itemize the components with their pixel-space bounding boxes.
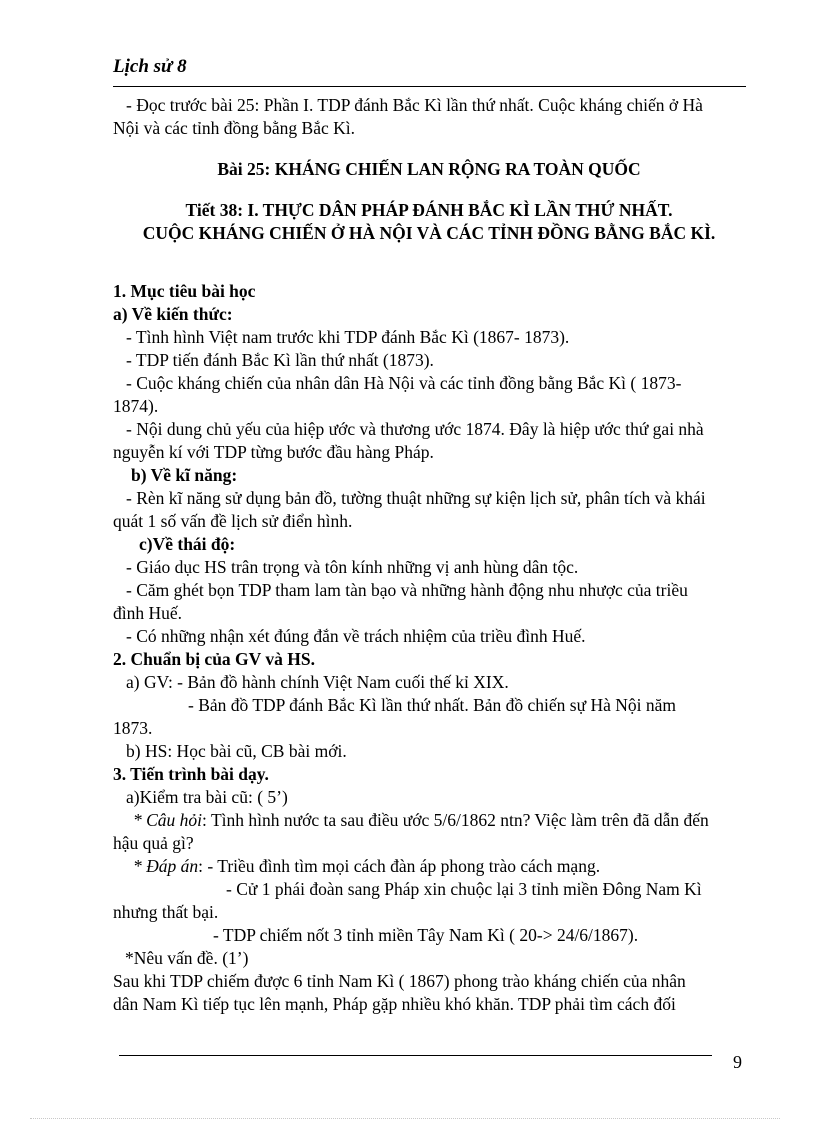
page-header-title: Lịch sử 8 bbox=[113, 56, 187, 77]
section1b-heading: b) Về kĩ năng: bbox=[131, 465, 238, 485]
answer-text: : - Triều đình tìm mọi cách đàn áp phong trào cách mạng. bbox=[198, 856, 601, 876]
question-label: * Câu hỏi bbox=[133, 810, 203, 830]
footer-divider bbox=[119, 1055, 712, 1056]
section1a-item: nguyễn kí với TDP từng bước đầu hàng Pháp. bbox=[113, 442, 434, 462]
answer-label: * Đáp án bbox=[133, 856, 199, 876]
lesson-subtitle-2: CUỘC KHÁNG CHIẾN Ở HÀ NỘI VÀ CÁC TỈNH ĐỒNG BẰNG BẮC KÌ. bbox=[142, 223, 716, 243]
intro-line-2: Nội và các tỉnh đồng bằng Bắc Kì. bbox=[113, 118, 356, 138]
page-bottom-dotted-line bbox=[30, 1118, 780, 1119]
question-line-2: hậu quả gì? bbox=[113, 833, 194, 853]
paragraph-line-1: Sau khi TDP chiếm được 6 tỉnh Nam Kì ( 1867) phong trào kháng chiến của nhân bbox=[113, 971, 686, 991]
section1c-item: đình Huế. bbox=[113, 603, 183, 623]
section1a-item: 1874). bbox=[113, 396, 159, 416]
section1c-item: - Giáo dục HS trân trọng và tôn kính những vị anh hùng dân tộc. bbox=[126, 557, 579, 577]
intro-line-1: - Đọc trước bài 25: Phần I. TDP đánh Bắc Kì lần thứ nhất. Cuộc kháng chiến ở Hà bbox=[126, 95, 703, 115]
question-line bbox=[113, 809, 745, 832]
header-divider bbox=[113, 86, 746, 87]
answer-item-2: - Cử 1 phái đoàn sang Pháp xin chuộc lại 3 tỉnh miền Đông Nam Kì bbox=[226, 879, 702, 899]
section3a-heading: a)Kiểm tra bài cũ: ( 5’) bbox=[126, 787, 288, 807]
section1a-item: - Tình hình Việt nam trước khi TDP đánh Bắc Kì (1867- 1873). bbox=[126, 327, 570, 347]
section2-gv-2: - Bản đồ TDP đánh Bắc Kì lần thứ nhất. Bản đồ chiến sự Hà Nội năm bbox=[188, 695, 676, 715]
section2-gv-3: 1873. bbox=[113, 718, 153, 738]
answer-line bbox=[113, 855, 745, 878]
lesson-subtitle-1: Tiết 38: I. THỰC DÂN PHÁP ĐÁNH BẮC KÌ LẦN THỨ NHẤT. bbox=[185, 200, 673, 220]
section1b-item: - Rèn kĩ năng sử dụng bản đồ, tường thuật những sự kiện lịch sử, phân tích và khái bbox=[126, 488, 706, 508]
section2-heading: 2. Chuẩn bị của GV và HS. bbox=[113, 649, 315, 669]
section1a-item: - TDP tiến đánh Bắc Kì lần thứ nhất (1873). bbox=[126, 350, 434, 370]
paragraph-line-2: dân Nam Kì tiếp tục lên mạnh, Pháp gặp nhiều khó khăn. TDP phải tìm cách đối bbox=[113, 994, 676, 1014]
section3-heading: 3. Tiến trình bài dạy. bbox=[113, 764, 269, 784]
section2-hs: b) HS: Học bài cũ, CB bài mới. bbox=[126, 741, 347, 761]
section1a-heading: a) Về kiến thức: bbox=[113, 304, 233, 324]
problem-statement: *Nêu vấn đề. (1’) bbox=[125, 948, 249, 968]
section1-heading: 1. Mục tiêu bài học bbox=[113, 281, 256, 301]
section1c-heading: c)Về thái độ: bbox=[139, 534, 236, 554]
section1c-item: - Có những nhận xét đúng đắn về trách nhiệm của triều đình Huế. bbox=[126, 626, 586, 646]
document-body bbox=[113, 94, 745, 1016]
section1b-item: quát 1 số vấn đề lịch sử điển hình. bbox=[113, 511, 353, 531]
section2-gv-1: a) GV: - Bản đồ hành chính Việt Nam cuối thế kỉ XIX. bbox=[126, 672, 509, 692]
section1c-item: - Căm ghét bọn TDP tham lam tàn bạo và những hành động nhu nhược của triều bbox=[126, 580, 688, 600]
section1a-item: - Nội dung chủ yếu của hiệp ước và thương ước 1874. Đây là hiệp ước thứ gai nhà bbox=[126, 419, 704, 439]
question-text: : Tình hình nước ta sau điều ước 5/6/1862 ntn? Việc làm trên đã dẫn đến bbox=[202, 810, 709, 830]
page-number: 9 bbox=[733, 1052, 742, 1072]
answer-item-2b: nhưng thất bại. bbox=[113, 902, 219, 922]
lesson-title: Bài 25: KHÁNG CHIẾN LAN RỘNG RA TOÀN QUỐC bbox=[217, 159, 641, 179]
answer-item-3: - TDP chiếm nốt 3 tỉnh miền Tây Nam Kì ( 20-> 24/6/1867). bbox=[213, 925, 639, 945]
section1a-item: - Cuộc kháng chiến của nhân dân Hà Nội và các tỉnh đồng bằng Bắc Kì ( 1873- bbox=[126, 373, 682, 393]
